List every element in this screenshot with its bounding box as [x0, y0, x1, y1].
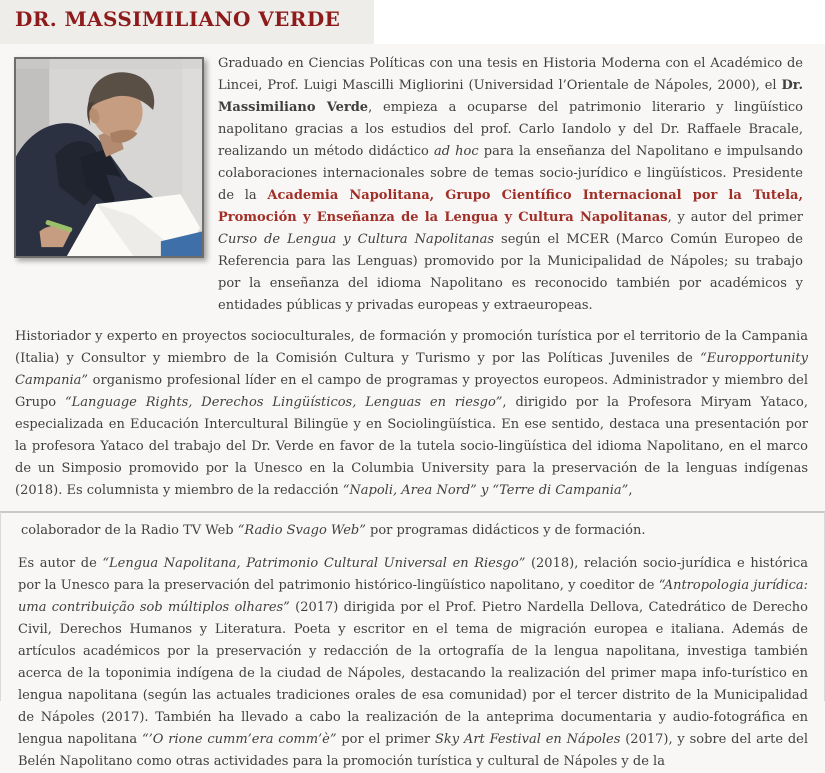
text-run-normal: , dirigido por la Profesora Miryam Yataco, especializada en Educación Intercultural Bilingüe y en Sociolingüística. En ese sentido, destaca una presentación por la profesora Yataco del trabajo del Dr. Verde en favor de la tutela socio-lingüística del idioma Napolitano, en el marco de un Simposio promovido por la Unesco en la Columbia University para la preservación de la lenguas indígenas (2018). Es columnista y miembro de la redacción: [15, 395, 809, 498]
paragraph-intro: [218, 53, 803, 317]
portrait-photo-graphic: [16, 59, 202, 256]
text-run-italic: “Lengua Napolitana, Patrimonio Cultural Universal en Riesgo”: [102, 556, 526, 571]
text-run-normal: por el primer: [336, 732, 435, 747]
text-run-italic: Curso de Lengua y Cultura Napolitanas: [218, 232, 495, 247]
text-run-italic: “Antropologia jurídica: uma contribuição sob múltiplos olhares”: [18, 578, 808, 615]
text-run-normal: Es autor de: [18, 556, 103, 571]
text-run-italic: “Europportunity Campania”: [15, 351, 808, 388]
intro-section: [0, 44, 825, 317]
text-run-normal: (2018), relación socio-jurídica e histórica por la Unesco para la preservación del patrimonio histórico-lingüístico napolitano, y coeditor de: [18, 556, 808, 593]
text-run-normal: para la enseñanza del Napolitano e impulsando colaboraciones internacionales sobre de temas socio-jurídico e lingüísticos. Presidente de la: [218, 144, 803, 203]
text-run-boldred: Academia Napolitana, Grupo Científico Internacional por la Tutela, Promoción y Enseñanza de la Lengua y Cultura Napolitanas: [218, 188, 803, 225]
text-run-normal: , empieza a ocuparse del patrimonio literario y lingüístico napolitano gracias a los estudios del prof. Carlo Iandolo y del Dr. Raffaele Bracale, realizando un método didáctico: [218, 100, 804, 159]
text-run-bold: Dr. Massimiliano Verde: [218, 78, 803, 115]
text-run-normal: ,: [628, 483, 633, 498]
paragraph-career: [15, 326, 808, 502]
page-header: [0, 0, 825, 44]
text-run-normal: Historiador y experto en proyectos socioculturales, de formación y promoción turística por el territorio de la Campania (Italia) y Consultor y miembro de la Comisión Cultura y Turismo y por las Políticas Juveniles de: [15, 329, 808, 366]
text-run-normal: organismo profesional líder en el campo de programas y proyectos europeos. Administrador y miembro del Grupo: [15, 373, 808, 410]
portrait-photo: [14, 57, 204, 258]
page-break-frame: [0, 511, 825, 769]
text-run-normal: , y autor del primer: [667, 210, 803, 225]
text-run-normal: colaborador de la Radio TV Web: [21, 523, 238, 538]
text-run-italic: ad hoc: [433, 144, 479, 159]
text-run-italic: “’O rione cumm’era comm’è”: [142, 732, 337, 747]
paragraph-career-continued: [21, 520, 808, 542]
text-run-italic: “Napoli, Area Nord” y “Terre di Campania”: [342, 483, 629, 498]
text-run-normal: (2017), y sobre del arte del Belén Napolitano como otras actividades para la promoción turística y cultural de Nápoles y de la: [18, 732, 809, 769]
paragraph-publications: [18, 553, 808, 773]
text-run-normal: (2017) dirigida por el Prof. Pietro Nardella Dellova, Catedrático de Derecho Civil, Derechos Humanos y Literatura. Poeta y escritor en el tema de migración europea e italiana. Además de artículos académicos por la preservación y redacción de la ortografía de la lengua napolitana, investiga también acerca de la toponimia indígena de la ciudad de Nápoles, destacando la realización del primer mapa info-turístico en lengua napolitana (según las actuales tradiciones orales de esa comunidad) por el tercer distrito de la Municipalidad de Nápoles (2017). También ha llevado a cabo la realización de la anteprima documentaria y audio-fotográfica en lengua napolitana: [18, 600, 809, 747]
text-run-italic: Sky Art Festival en Nápoles: [434, 732, 621, 747]
text-run-italic: “Radio Svago Web”: [237, 523, 366, 538]
text-run-normal: según el MCER (Marco Común Europeo de Referencia para las Lenguas) promovido por la Municipalidad de Nápoles; su trabajo por la enseñanza del idioma Napolitano es reconocido también por académicos y entidades públicas y privadas europeas y extraeuropeas.: [218, 232, 804, 313]
text-run-italic: “Language Rights, Derechos Lingüísticos, Lenguas en riesgo”: [65, 395, 503, 410]
text-run-normal: por programas didácticos y de formación.: [365, 523, 646, 538]
page-title: DR. MASSIMILIANO VERDE: [15, 7, 341, 31]
text-run-normal: Graduado en Ciencias Políticas con una tesis en Historia Moderna con el Académico de Lincei, Prof. Luigi Mascilli Migliorini (Universidad l’Orientale de Nápoles, 2000), el: [218, 56, 803, 93]
